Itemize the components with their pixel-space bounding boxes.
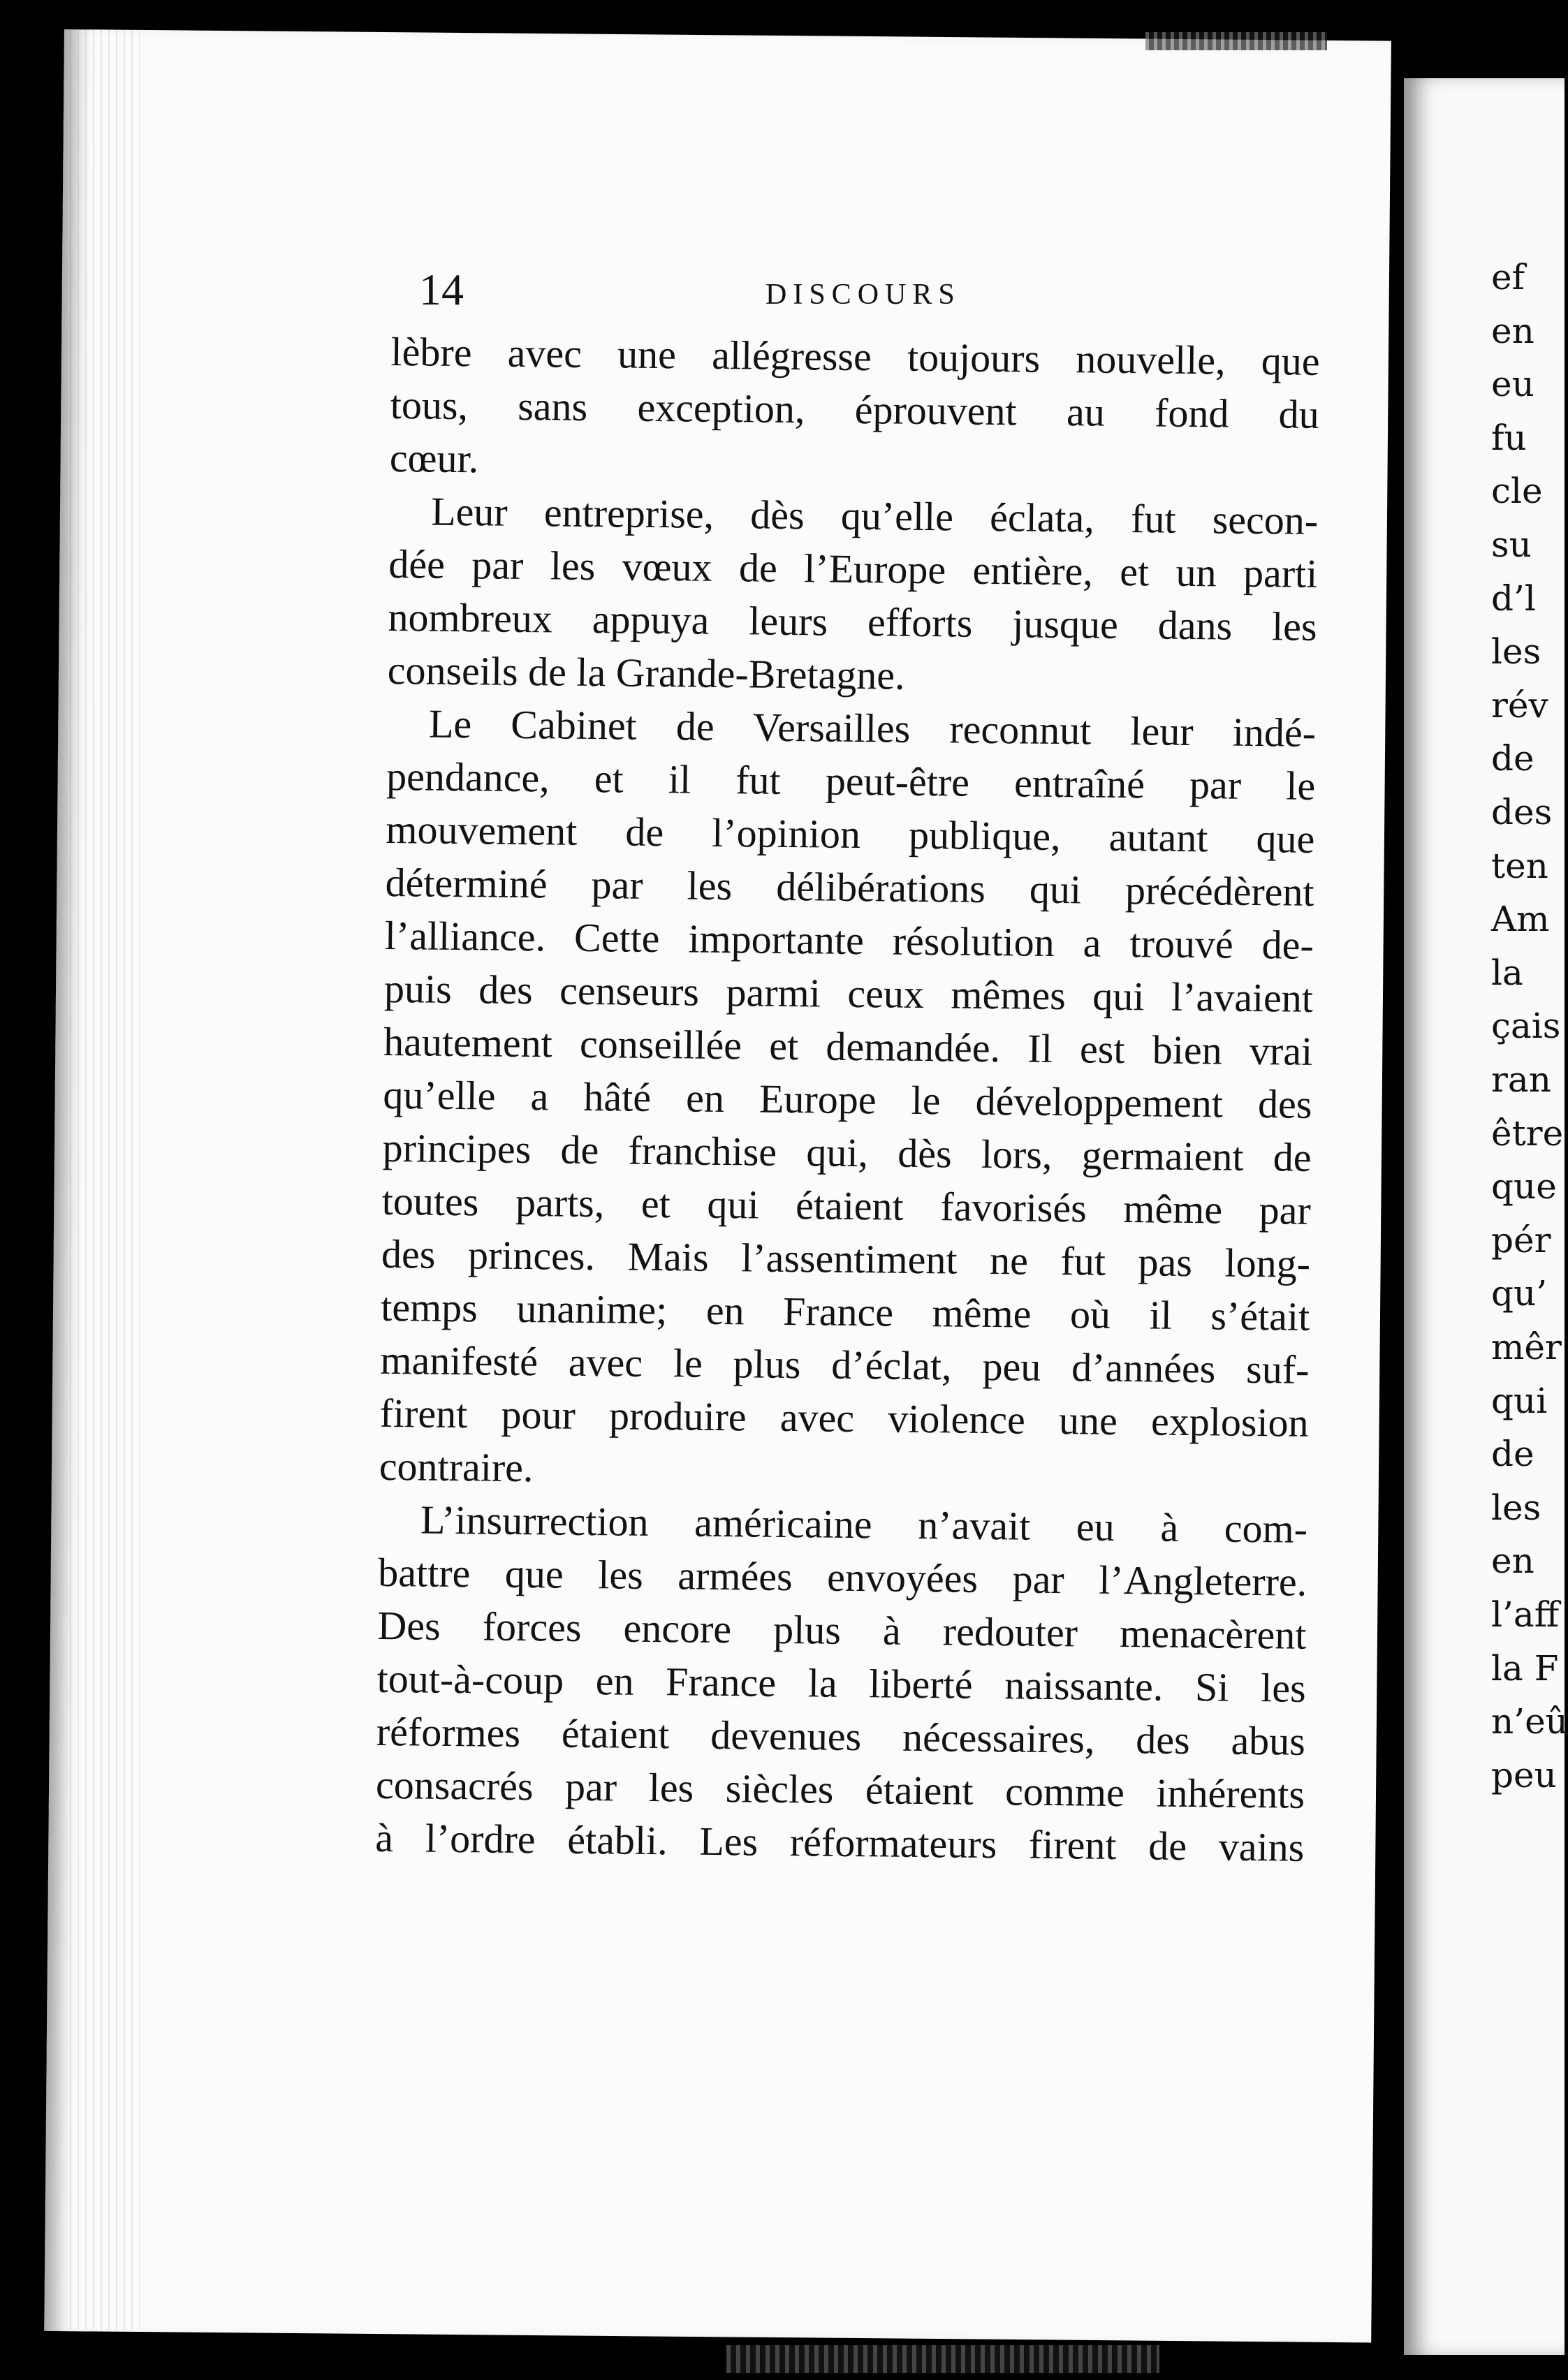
running-title: DISCOURS [765,279,961,311]
facing-page-fragment: ran [1491,1059,1551,1100]
facing-page-fragment: de [1491,1434,1534,1474]
text-line: pendance, et il fut peut-être entraîné par le [386,753,1316,809]
facing-page-fragment: n’eû [1491,1701,1568,1742]
text-line: des princes. Mais l’assentiment ne fut pas long- [381,1231,1311,1286]
facing-page-fragment: mêr [1491,1327,1562,1367]
page-number: 14 [419,265,464,314]
facing-page-fragment: çais [1491,1006,1561,1046]
facing-page-fragment: eu [1491,364,1534,404]
text-line: battre que les armées envoyées par l’Angleterre. [377,1549,1307,1605]
text-line: tous, sans exception, éprouvent au fond du [390,381,1320,437]
text-line: puis des censeurs parmi ceux mêmes qui l’avaient [383,965,1314,1021]
body-text [375,325,1320,1874]
text-line: firent pour produire avec violence une explosion [379,1390,1309,1446]
text-line: réformes étaient devenues nécessaires, des abus [376,1708,1306,1764]
text-line: l’alliance. Cette importante résolution a trouvé de- [384,912,1314,968]
facing-page-fragment: en [1491,1541,1534,1581]
text-line: cœur. [389,434,479,482]
facing-page-fragment: cle [1491,471,1543,511]
facing-page-fragment: les [1491,631,1541,672]
facing-page-fragment: ten [1491,846,1548,886]
text-line: manifesté avec le plus d’éclat, peu d’années suf- [380,1337,1310,1393]
facing-page-fragment: qui [1491,1381,1548,1421]
text-line: conseils de la Grande-Bretagne. [387,647,905,698]
text-line: L’insurrection américaine n’avait eu à com- [420,1497,1308,1552]
text-line: nombreux appuya leurs efforts jusque dans les [388,594,1317,649]
facing-page-fragment: la F [1491,1648,1559,1689]
facing-page [1404,78,1568,2355]
facing-page-fragment: ef [1491,257,1525,298]
text-line: principes de franchise qui, dès lors, germaient de [382,1124,1312,1180]
facing-page-fragment: Am [1491,899,1550,939]
facing-page-fragment: de [1491,738,1534,779]
facing-page-fragment: les [1491,1488,1541,1528]
text-line: Des forces encore plus à redouter menacèrent [377,1602,1307,1658]
facing-page-fragment: d’l [1491,578,1536,619]
text-line: Leur entreprise, dès qu’elle éclata, fut secon- [430,488,1319,543]
text-line: lèbre avec une allégresse toujours nouvelle, que [390,328,1320,384]
facing-page-fragment: que [1491,1166,1557,1207]
text-line: tout-à-coup en France la liberté naissante. Si les [376,1655,1306,1711]
facing-page-fragment: su [1491,524,1532,565]
text-line: temps unanime; en France même où il s’était [380,1284,1310,1339]
facing-page-fragment: des [1491,792,1553,832]
page-edges [70,28,140,2330]
text-line: à l’ordre établi. Les réformateurs firent de vains [374,1814,1305,1870]
facing-page-fragment: en [1491,311,1534,351]
scan-artifact-bottom [726,2345,1159,2373]
facing-page-fragment: être [1491,1113,1564,1154]
scan-artifact-top [1145,32,1327,50]
facing-page-fragment: pér [1491,1220,1551,1261]
text-line: Le Cabinet de Versailles reconnut leur indé- [428,700,1317,756]
text-line: toutes parts, et qui étaient favorisés même par [381,1177,1312,1233]
facing-page-fragment: la [1491,953,1523,993]
text-line: consacrés par les siècles étaient comme inhérents [375,1761,1305,1817]
text-line: mouvement de l’opinion publique, autant que [386,806,1315,862]
facing-page-fragment: fu [1491,418,1527,458]
text-line: hautement conseillée et demandée. Il est bien vrai [383,1018,1313,1074]
text-line: dée par les vœux de l’Europe entière, et un parti [388,541,1318,596]
facing-page-fragment: rév [1491,685,1548,726]
text-line: déterminé par les délibérations qui précédèrent [385,859,1314,915]
text-line: contraire. [379,1443,534,1491]
facing-page-fragment: l’aff [1491,1594,1560,1635]
facing-page-fragment: peu [1491,1755,1557,1795]
facing-page-fragment: qu’ [1491,1273,1548,1314]
text-line: qu’elle a hâté en Europe le développement des [383,1071,1312,1127]
